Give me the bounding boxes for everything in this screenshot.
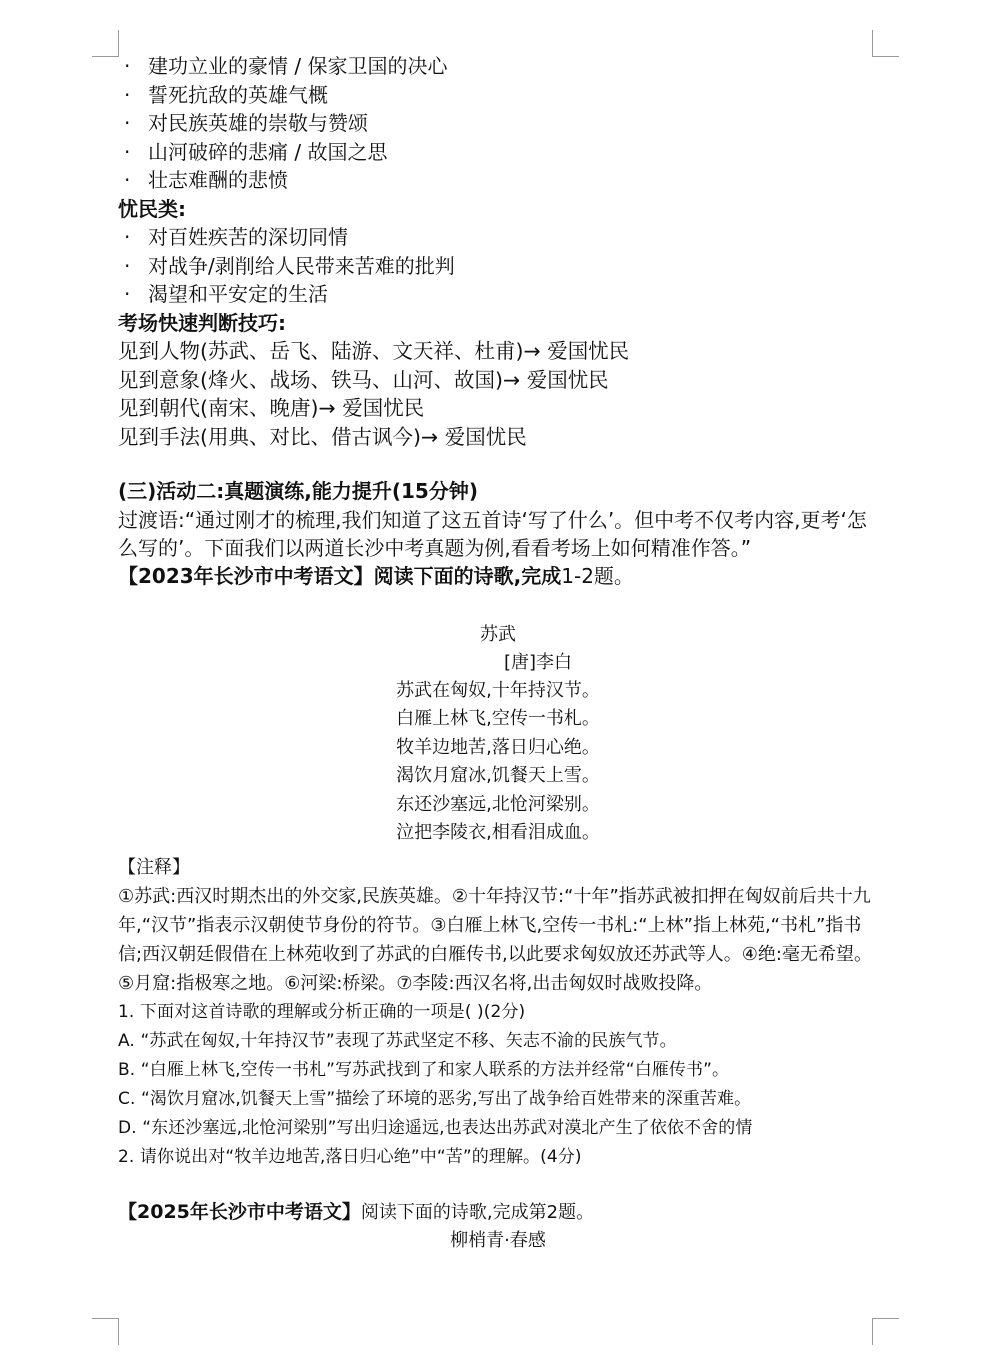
bullet-icon: ·: [124, 168, 131, 192]
notes-text: ①苏武:西汉时期杰出的外交家,民族英雄。②十年持汉节:“十年”指苏武被扣押在匈奴前后共十九年,“汉节”指表示汉朝使节身份的符节。③白雁上林飞,空传一书札:“上林”指上林苑,“书札”指书信;西汉朝廷假借在上林苑收到了苏武的白雁传书,以此要求匈奴放还苏武等人。④绝:毫无希望。⑤月窟:指极寒之地。⑥河梁:桥梁。⑦李陵:西汉名将,出击匈奴时战败投降。: [118, 885, 872, 994]
bullet-icon: ·: [124, 111, 131, 135]
poem-line: 白雁上林飞,空传一书札。: [396, 708, 600, 729]
activity-title: (三)活动二:真题演练,能力提升(15分钟): [118, 479, 478, 503]
patriotic-bullet-list: [118, 52, 878, 195]
poem-author: [唐]李白: [503, 651, 573, 673]
poem2-title: 柳梢青·春感: [450, 1229, 546, 1251]
poem-suwu: [118, 621, 878, 848]
bullet-icon: ·: [124, 82, 131, 107]
question-line: 2. 请你说出对“牧羊边地苦,落日归心绝”中“苦”的理解。(4分): [118, 1146, 582, 1167]
section-heading-tips: 考场快速判断技巧:: [118, 310, 286, 335]
poem-line: 牧羊边地苦,落日归心绝。: [396, 736, 600, 758]
question-option: C. “渴饮月窟冰,饥餐天上雪”描绘了环境的恶劣,写出了战争给百姓带来的深重苦难。: [118, 1088, 752, 1109]
tip-line: 见到朝代(南宋、晚唐)→ 爱国忧民: [118, 396, 425, 420]
notes-label: 【注释】: [118, 856, 190, 878]
tip-line: 见到意象(烽火、战场、铁马、山河、故国)→ 爱国忧民: [118, 367, 609, 392]
tip-line: 见到人物(苏武、岳飞、陆游、文天祥、杜甫)→ 爱国忧民: [118, 339, 630, 363]
exam-2025-heading: 【2025年长沙市中考语文】阅读下面的诗歌,完成第2题。: [118, 1200, 595, 1223]
list-item: · 对战争/剥削给人民带来苦难的批判: [118, 252, 878, 281]
youmin-bullet-list: [118, 223, 878, 309]
bullet-icon: ·: [124, 139, 131, 164]
exam-2023-heading: 【2023年长沙市中考语文】阅读下面的诗歌,完成1-2题。: [118, 563, 634, 588]
bullet-icon: ·: [124, 54, 131, 78]
poem-title: 苏武: [480, 623, 516, 645]
transition-paragraph: 过渡语:“通过刚才的梳理,我们知道了这五首诗‘写了什么’。但中考不仅考内容,更考‘怎么写的’。下面我们以两道长沙中考真题为例,看看考场上如何精准作答。”: [118, 507, 867, 560]
section-heading-youmin: 忧民类:: [118, 196, 186, 221]
bullet-icon: ·: [124, 282, 131, 306]
document-page: [118, 52, 878, 1255]
poem-line: 东还沙塞远,北怆河梁别。: [396, 793, 600, 815]
crop-mark-top-left: [92, 30, 119, 57]
poem-line: 渴饮月窟冰,饥餐天上雪。: [396, 765, 600, 786]
list-item: · 山河破碎的悲痛 / 故国之思: [118, 138, 878, 167]
list-item: · 渴望和平安定的生活: [118, 280, 878, 309]
poem-line: 苏武在匈奴,十年持汉节。: [396, 679, 600, 701]
list-item: · 壮志难酬的悲愤: [118, 166, 878, 195]
question-option: D. “东还沙塞远,北怆河梁别”写出归途遥远,也表达出苏武对漠北产生了依依不舍的情: [118, 1117, 753, 1138]
question-line: 1. 下面对这首诗歌的理解或分析正确的一项是( )(2分): [118, 1001, 526, 1022]
poem-line: 泣把李陵衣,相看泪成血。: [396, 822, 600, 843]
list-item: · 对百姓疾苦的深切同情: [118, 223, 878, 252]
tip-line: 见到手法(用典、对比、借古讽今)→ 爱国忧民: [118, 424, 527, 449]
bullet-icon: ·: [124, 253, 131, 278]
list-item: · 誓死抗敌的英雄气概: [118, 81, 878, 110]
question-option: B. “白雁上林飞,空传一书札”写苏武找到了和家人联系的方法并经常“白雁传书”。: [118, 1059, 730, 1080]
crop-mark-bottom-right: [872, 1318, 899, 1345]
bullet-icon: ·: [124, 225, 131, 249]
list-item: · 对民族英雄的崇敬与赞颂: [118, 109, 878, 138]
crop-mark-bottom-left: [92, 1318, 119, 1345]
question-option: A. “苏武在匈奴,十年持汉节”表现了苏武坚定不移、矢志不渝的民族气节。: [118, 1030, 677, 1051]
list-item: · 建功立业的豪情 / 保家卫国的决心: [118, 52, 878, 81]
